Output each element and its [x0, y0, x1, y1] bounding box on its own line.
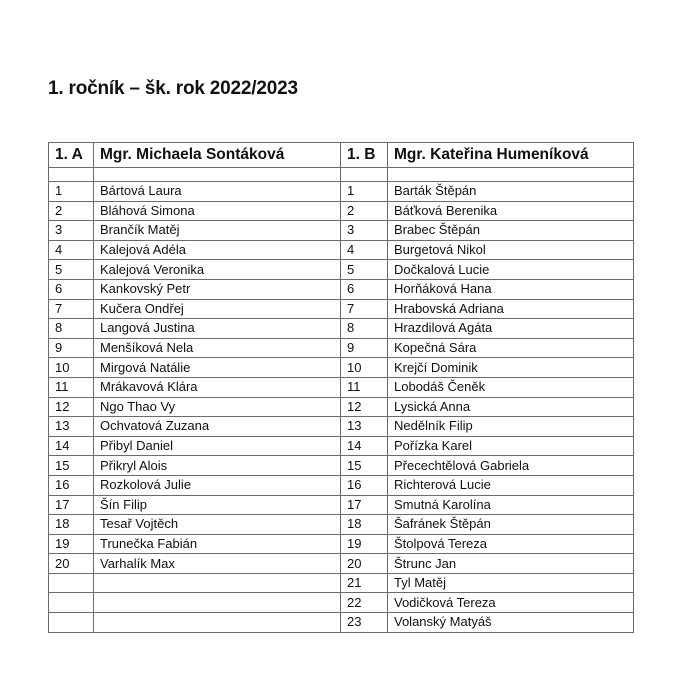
student-row	[49, 475, 634, 495]
class-b-label: 1. B	[341, 143, 388, 168]
class-a-student-number: 9	[49, 338, 94, 358]
class-b-student-name: Barták Štěpán	[388, 182, 634, 202]
class-b-student-name: Kopečná Sára	[388, 338, 634, 358]
class-a-student-name: Ngo Thao Vy	[94, 397, 341, 417]
class-a-student-name: Šín Filip	[94, 495, 341, 515]
class-b-student-name: Přecechtělová Gabriela	[388, 456, 634, 476]
class-b-student-name: Lobodáš Čeněk	[388, 377, 634, 397]
class-b-student-name: Horňáková Hana	[388, 279, 634, 299]
class-a-student-name: Přikryl Alois	[94, 456, 341, 476]
class-a-student-number: 8	[49, 319, 94, 339]
class-a-student-name: Přibyl Daniel	[94, 436, 341, 456]
class-b-student-number: 10	[341, 358, 388, 378]
class-b-student-name: Báťková Berenika	[388, 201, 634, 221]
class-b-student-name: Nedělník Filip	[388, 417, 634, 437]
class-b-student-number: 7	[341, 299, 388, 319]
class-a-student-number: 18	[49, 515, 94, 535]
class-b-student-number: 11	[341, 377, 388, 397]
class-b-student-number: 22	[341, 593, 388, 613]
student-row	[49, 554, 634, 574]
student-row	[49, 221, 634, 241]
class-b-student-name: Brabec Štěpán	[388, 221, 634, 241]
student-row	[49, 436, 634, 456]
student-row	[49, 613, 634, 633]
blank-cell	[94, 168, 341, 182]
class-b-student-name: Smutná Karolína	[388, 495, 634, 515]
class-a-student-name: Menšíková Nela	[94, 338, 341, 358]
class-a-teacher: Mgr. Michaela Sontáková	[94, 143, 341, 168]
class-a-student-name	[94, 613, 341, 633]
blank-cell	[341, 168, 388, 182]
student-row	[49, 377, 634, 397]
header-row	[49, 143, 634, 168]
student-row	[49, 299, 634, 319]
class-a-student-number	[49, 573, 94, 593]
class-a-student-name: Kalejová Adéla	[94, 240, 341, 260]
class-b-student-number: 8	[341, 319, 388, 339]
class-b-student-number: 14	[341, 436, 388, 456]
student-row	[49, 358, 634, 378]
class-a-student-number: 5	[49, 260, 94, 280]
class-b-student-name: Volanský Matyáš	[388, 613, 634, 633]
student-row	[49, 338, 634, 358]
class-roster-table	[48, 142, 634, 633]
class-a-student-number: 17	[49, 495, 94, 515]
class-a-student-number: 16	[49, 475, 94, 495]
student-row	[49, 201, 634, 221]
class-a-student-number: 14	[49, 436, 94, 456]
student-row	[49, 319, 634, 339]
class-b-student-name: Hrabovská Adriana	[388, 299, 634, 319]
class-b-student-name: Šafránek Štěpán	[388, 515, 634, 535]
roster-body	[49, 143, 634, 633]
class-a-student-name: Ochvatová Zuzana	[94, 417, 341, 437]
student-row	[49, 573, 634, 593]
class-b-teacher: Mgr. Kateřina Humeníková	[388, 143, 634, 168]
class-a-student-number: 7	[49, 299, 94, 319]
student-row	[49, 260, 634, 280]
class-a-student-name: Bártová Laura	[94, 182, 341, 202]
student-row	[49, 279, 634, 299]
class-a-student-number: 15	[49, 456, 94, 476]
class-a-student-name: Kalejová Veronika	[94, 260, 341, 280]
class-b-student-number: 9	[341, 338, 388, 358]
class-a-student-name: Tesař Vojtěch	[94, 515, 341, 535]
class-b-student-name: Lysická Anna	[388, 397, 634, 417]
class-a-student-number	[49, 613, 94, 633]
class-b-student-name: Dočkalová Lucie	[388, 260, 634, 280]
class-a-student-name	[94, 573, 341, 593]
class-a-student-number: 19	[49, 534, 94, 554]
class-b-student-number: 21	[341, 573, 388, 593]
class-b-student-number: 5	[341, 260, 388, 280]
class-a-student-name: Kučera Ondřej	[94, 299, 341, 319]
class-b-student-number: 6	[341, 279, 388, 299]
class-a-student-name	[94, 593, 341, 613]
class-a-label: 1. A	[49, 143, 94, 168]
student-row	[49, 593, 634, 613]
class-b-student-number: 18	[341, 515, 388, 535]
class-b-student-number: 3	[341, 221, 388, 241]
class-a-student-name: Mirgová Natálie	[94, 358, 341, 378]
class-b-student-name: Hrazdilová Agáta	[388, 319, 634, 339]
class-b-student-number: 15	[341, 456, 388, 476]
student-row	[49, 417, 634, 437]
class-b-student-name: Vodičková Tereza	[388, 593, 634, 613]
class-b-student-number: 19	[341, 534, 388, 554]
class-b-student-number: 17	[341, 495, 388, 515]
blank-row	[49, 168, 634, 182]
class-a-student-name: Trunečka Fabián	[94, 534, 341, 554]
class-b-student-name: Pořízka Karel	[388, 436, 634, 456]
class-a-student-name: Rozkolová Julie	[94, 475, 341, 495]
class-a-student-name: Kankovský Petr	[94, 279, 341, 299]
class-a-student-number: 10	[49, 358, 94, 378]
student-row	[49, 456, 634, 476]
class-b-student-number: 23	[341, 613, 388, 633]
student-row	[49, 495, 634, 515]
class-a-student-number: 3	[49, 221, 94, 241]
class-a-student-number: 4	[49, 240, 94, 260]
class-b-student-name: Štolpová Tereza	[388, 534, 634, 554]
class-b-student-number: 13	[341, 417, 388, 437]
class-a-student-number: 1	[49, 182, 94, 202]
class-b-student-number: 4	[341, 240, 388, 260]
blank-cell	[49, 168, 94, 182]
class-a-student-number: 11	[49, 377, 94, 397]
student-row	[49, 397, 634, 417]
class-b-student-number: 2	[341, 201, 388, 221]
class-b-student-number: 12	[341, 397, 388, 417]
class-b-student-name: Burgetová Nikol	[388, 240, 634, 260]
class-a-student-number: 13	[49, 417, 94, 437]
class-a-student-number: 6	[49, 279, 94, 299]
class-a-student-number: 2	[49, 201, 94, 221]
class-b-student-number: 1	[341, 182, 388, 202]
student-row	[49, 515, 634, 535]
class-b-student-number: 16	[341, 475, 388, 495]
page-title: 1. ročník – šk. rok 2022/2023	[48, 78, 298, 99]
class-a-student-name: Brančík Matěj	[94, 221, 341, 241]
student-row	[49, 240, 634, 260]
blank-cell	[388, 168, 634, 182]
class-b-student-name: Štrunc Jan	[388, 554, 634, 574]
class-a-student-number	[49, 593, 94, 613]
student-row	[49, 182, 634, 202]
student-row	[49, 534, 634, 554]
class-a-student-number: 12	[49, 397, 94, 417]
class-a-student-name: Mrákavová Klára	[94, 377, 341, 397]
class-a-student-name: Bláhová Simona	[94, 201, 341, 221]
class-b-student-number: 20	[341, 554, 388, 574]
class-a-student-number: 20	[49, 554, 94, 574]
class-a-student-name: Varhalík Max	[94, 554, 341, 574]
class-b-student-name: Tyl Matěj	[388, 573, 634, 593]
class-b-student-name: Krejčí Dominik	[388, 358, 634, 378]
class-b-student-name: Richterová Lucie	[388, 475, 634, 495]
class-a-student-name: Langová Justina	[94, 319, 341, 339]
